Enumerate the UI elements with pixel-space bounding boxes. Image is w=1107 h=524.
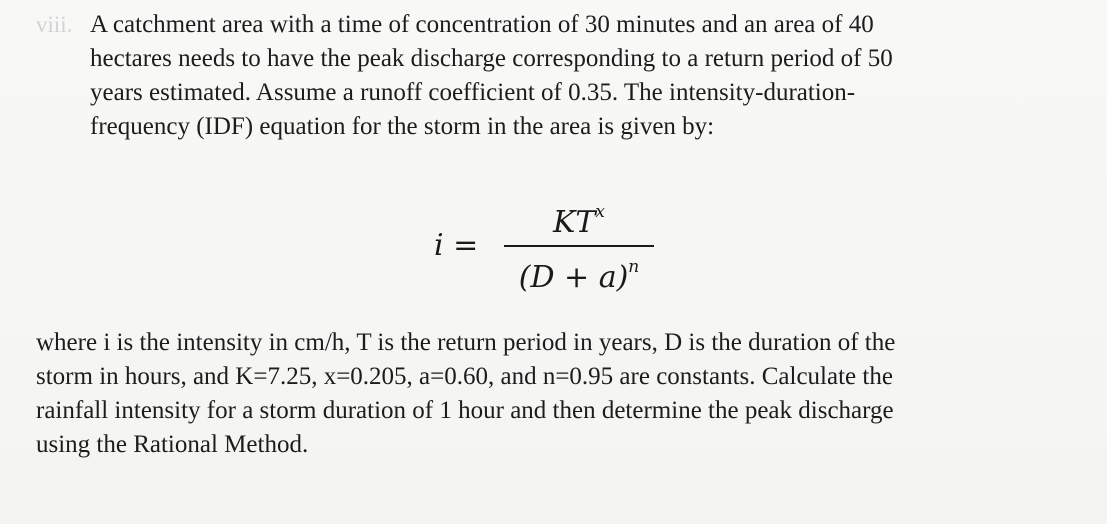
denominator-exponent: n bbox=[628, 257, 640, 277]
explanation-line: using the Rational Method. bbox=[36, 431, 309, 458]
statement-line: hectares needs to have the peak discharge corresponding to a return period of 50 bbox=[90, 45, 893, 72]
explanation-line: where i is the intensity in cm/h, T is the return period in years, D is the duration of the bbox=[36, 329, 896, 356]
problem-statement bbox=[36, 8, 1048, 144]
numerator-exponent: x bbox=[595, 202, 605, 222]
statement-line: years estimated. Assume a runoff coefficient of 0.35. The intensity-duration- bbox=[90, 79, 856, 106]
explanation-line: rainfall intensity for a storm duration of 1 hour and then determine the peak discharge bbox=[36, 397, 894, 424]
statement-line: A catchment area with a time of concentration of 30 minutes and an area of 40 bbox=[90, 11, 874, 38]
problem-explanation bbox=[36, 326, 1056, 462]
denominator-base: (D + a) bbox=[518, 260, 629, 295]
explanation-line: storm in hours, and K=7.25, x=0.205, a=0.60, and n=0.95 are constants. Calculate the bbox=[36, 363, 893, 390]
fraction-bar bbox=[504, 245, 654, 247]
problem-number: viii. bbox=[36, 12, 73, 37]
equation-lhs: i = bbox=[434, 228, 479, 263]
equation-numerator bbox=[504, 198, 654, 241]
equation-denominator bbox=[504, 253, 654, 296]
equation-fraction bbox=[504, 198, 654, 296]
numerator-base: KT bbox=[552, 205, 596, 240]
statement-line: frequency (IDF) equation for the storm in the area is given by: bbox=[90, 113, 715, 140]
